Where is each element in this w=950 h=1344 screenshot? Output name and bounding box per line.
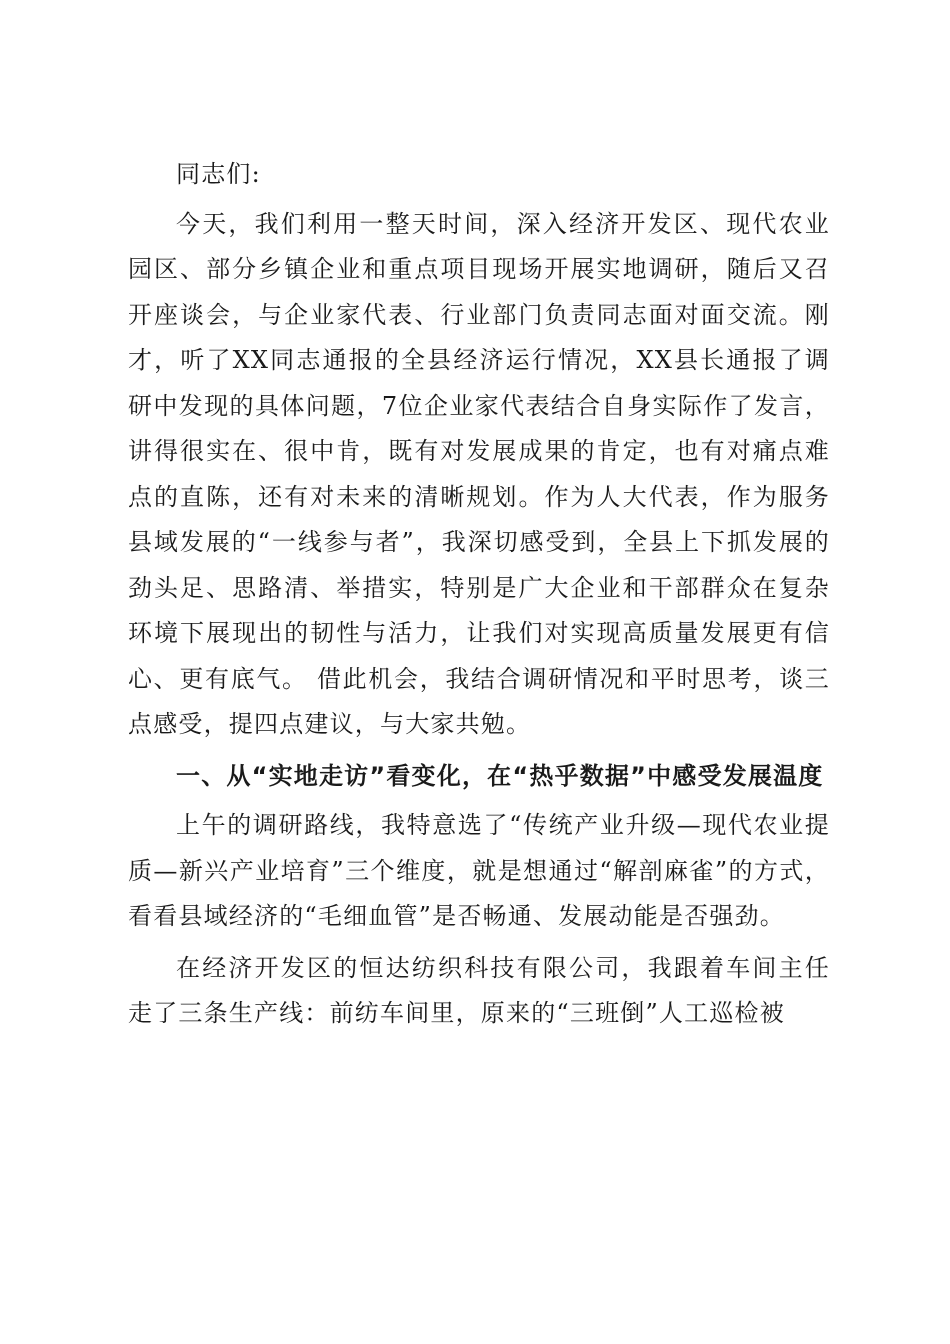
document-page — [128, 152, 830, 1037]
section-heading: 一、从“实地走访”看变化，在“热乎数据”中感受发展温度 — [176, 761, 824, 790]
greeting: 同志们: — [176, 160, 261, 188]
intro-paragraph: 今天，我们利用一整天时间，深入经济开发区、现代农业园区、部分乡镇企业和重点项目现场开展实地调研，随后又召开座谈会，与企业家代表、行业部门负责同志面对面交流。刚才，听了XX同志通报的全县经济运行情况，XX县长通报了调研中发现的具体问题，7位企业家代表结合自身实际作了发言，讲得很实在、很中肯，既有对发展成果的肯定，也有对痛点难点的直陈，还有对未来的清晰规划。作为人大代表，作为服务县域发展的“一线参与者”，我深切感受到，全县上下抓发展的劲头足、思路清、举措实，特别是广大企业和干部群众在复杂环境下展现出的韧性与活力，让我们对实现高质量发展更有信心、更有底气。 借此机会，我结合调研情况和平时思考，谈三点感受，提四点建议，与大家共勉。 — [128, 209, 830, 738]
section-paragraph: 在经济开发区的恒达纺织科技有限公司，我跟着车间主任走了三条生产线：前纺车间里，原来的“三班倒”人工巡检被 — [128, 953, 830, 1027]
section-paragraph: 上午的调研路线，我特意选了“传统产业升级—现代农业提质—新兴产业培育”三个维度，就是想通过“解剖麻雀”的方式，看看县域经济的“毛细血管”是否畅通、发展动能是否强劲。 — [128, 811, 830, 930]
